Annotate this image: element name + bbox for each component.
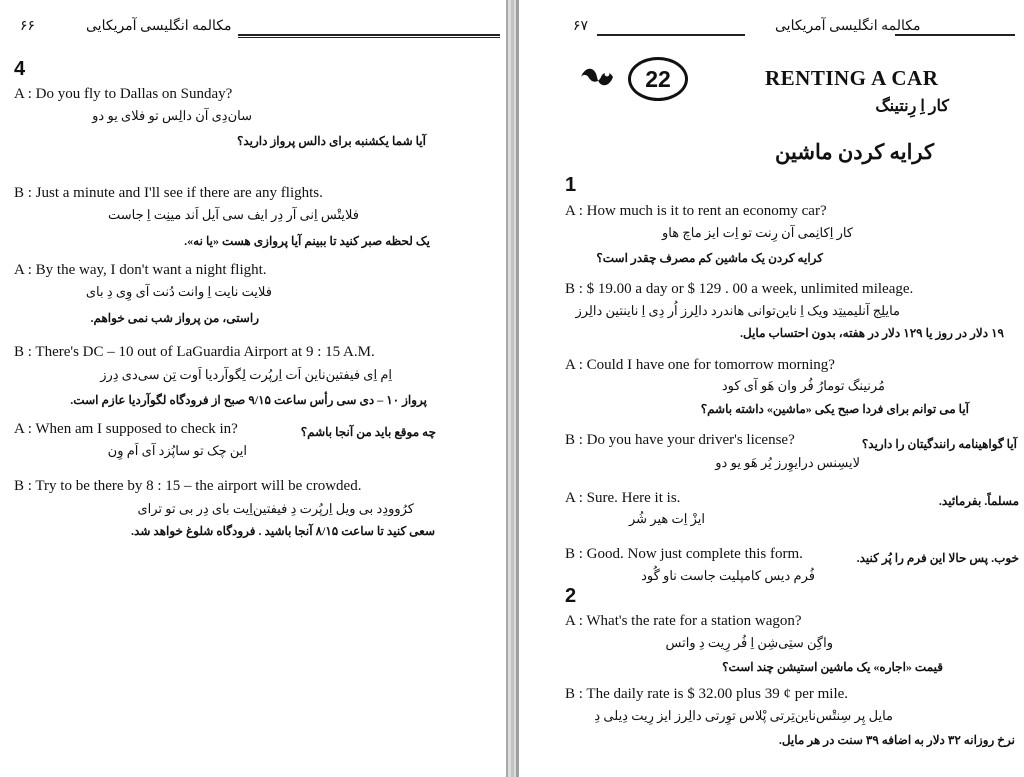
persian-translation: آیا گواهینامه رانندگیتان را دارید؟: [861, 437, 1017, 451]
pronunciation-line: لایسِنس درایوِرز یُر هَو یو دو: [715, 455, 860, 470]
section-number: 1: [565, 174, 577, 196]
english-line: A : When am I supposed to check in?: [14, 421, 238, 437]
persian-translation: نرخ روزانه ۳۲ دلار به اضافه ۳۹ سنت در هر مایل.: [778, 733, 1015, 747]
header-rule: [238, 34, 500, 36]
english-line: A : What's the rate for a station wagon?: [565, 613, 802, 629]
persian-translation: کرایه کردن یک ماشین کم مصرف چقدر است؟: [596, 251, 823, 265]
pronunciation-line: مایل پِر سِنتْس‌ناین‌تِرتی پْلاس توِرتی دالِرز ایز رِیت دِیلی دِ: [594, 708, 893, 723]
header-rule-thin: [238, 37, 500, 38]
persian-translation: مسلماً. بفرمائید.: [938, 494, 1019, 508]
persian-translation: یک لحظه صبر کنید تا ببینم آیا پروازی هست «یا نه».: [184, 234, 430, 248]
lesson-title: RENTING A CAR: [765, 66, 939, 90]
persian-translation: خوب. پس حالا این فرم را پُر کنید.: [856, 551, 1019, 565]
pronunciation-line: کار اِکانِمی آن رِنت تو اِت ایز ماچ هاو: [662, 225, 853, 240]
title-pronunciation: کار اِ رِنتینگ: [875, 98, 949, 115]
persian-translation: چه موقع باید من آنجا باشم؟: [300, 425, 436, 439]
english-line: B : There's DC – 10 out of LaGuardia Airport at 9 : 15 A.M.: [14, 344, 375, 360]
english-line: A : By the way, I don't want a night flight.: [14, 262, 267, 278]
pronunciation-line: کرُوودِد بی ویل اِرپُرت دِ فیفتین‌اِیت بای دِر بی تو ترای: [137, 501, 414, 516]
persian-translation: سعی کنید تا ساعت ۸/۱۵ آنجا باشید . فرودگاه شلوغ خواهد شد.: [131, 524, 435, 538]
english-line: A : Sure. Here it is.: [565, 490, 681, 506]
pronunciation-line: فُرم دیس کامپلیت جاست ناو گُود: [641, 568, 815, 583]
running-title: مکالمه انگلیسی آمریکایی: [86, 19, 232, 34]
english-line: B : $ 19.00 a day or $ 129 . 00 a week, unlimited mileage.: [565, 281, 914, 297]
header-rule-left: [597, 34, 745, 36]
english-line: A : Could I have one for tomorrow morning?: [565, 357, 835, 373]
english-line: A : How much is it to rent an economy car?: [565, 203, 827, 219]
english-line: B : Just a minute and I'll see if there are any flights.: [14, 185, 323, 201]
english-line: A : Do you fly to Dallas on Sunday?: [14, 86, 233, 102]
pronunciation-line: واگِن ستِی‌شِن اِ فُر رِیت دِ واتس: [665, 635, 833, 650]
right-page: [519, 0, 1024, 777]
header-rule-right: [895, 34, 1015, 36]
title-persian: کرایه کردن ماشین: [775, 140, 934, 164]
english-line: B : Do you have your driver's license?: [565, 432, 795, 448]
page-number: ۶۷: [573, 19, 589, 34]
pronunciation-line: فلایتْس اِنی آر دِر ایف سی آیل اَند مینِت اِ جاست: [108, 207, 359, 222]
pronunciation-line: فلایت نایت اِ وانت دُنت آی وِی دِ بای: [85, 284, 272, 299]
persian-translation: آیا می توانم برای فردا صبح یکی «ماشین» داشته باشم؟: [700, 402, 969, 416]
english-line: B : Try to be there by 8 : 15 – the airport will be crowded.: [14, 478, 362, 494]
lesson-number-badge: 22: [628, 57, 688, 101]
english-line: B : The daily rate is $ 32.00 plus 39 ¢ per mile.: [565, 686, 849, 702]
page-number: ۶۶: [20, 19, 36, 34]
ornament-icon: [577, 64, 617, 90]
pronunciation-line: مُرنینگ تومارُ فُر وان هَو آی کود: [721, 378, 885, 393]
left-page: [0, 0, 506, 777]
running-title: مکالمه انگلیسی آمریکایی: [775, 19, 921, 34]
pronunciation-line: سان‌دِی آن دالِس تو فلای یو دو: [92, 108, 252, 123]
persian-translation: آیا شما یکشنبه برای دالس پرواز دارید؟: [236, 134, 426, 148]
pronunciation-line: ایزْ اِت هیر شُر: [628, 511, 705, 526]
persian-translation: قیمت «اجاره» یک ماشین استیشن چند است؟: [722, 660, 943, 674]
persian-translation: پرواز ۱۰ – دی سی رأس ساعت ۹/۱۵ صبح از فرودگاه لگوآردیا عازم است.: [70, 393, 427, 407]
section-number: 4: [14, 58, 26, 80]
pronunciation-line: مایلِج آنلیمیتِد ویک اِ ناین‌توانی هاندرد دالِرز اُر دِی اِ ناینتین دالِرز: [575, 303, 900, 318]
persian-translation: ۱۹ دلار در روز یا ۱۲۹ دلار در هفته، بدون احتساب مایل.: [740, 326, 1004, 340]
section-number: 2: [565, 585, 577, 607]
pronunciation-line: این چک تو ساپُزد آی اَم وِن: [107, 443, 247, 458]
persian-translation: راستی، من پرواز شب نمی خواهم.: [90, 311, 259, 325]
book-gutter: [506, 0, 519, 777]
pronunciation-line: اِم اِی فیفتین‌ناین اَت اِرپُرت لِگوآردیا اَوت تِن سی‌دی دِرز: [100, 367, 392, 382]
english-line: B : Good. Now just complete this form.: [565, 546, 803, 562]
